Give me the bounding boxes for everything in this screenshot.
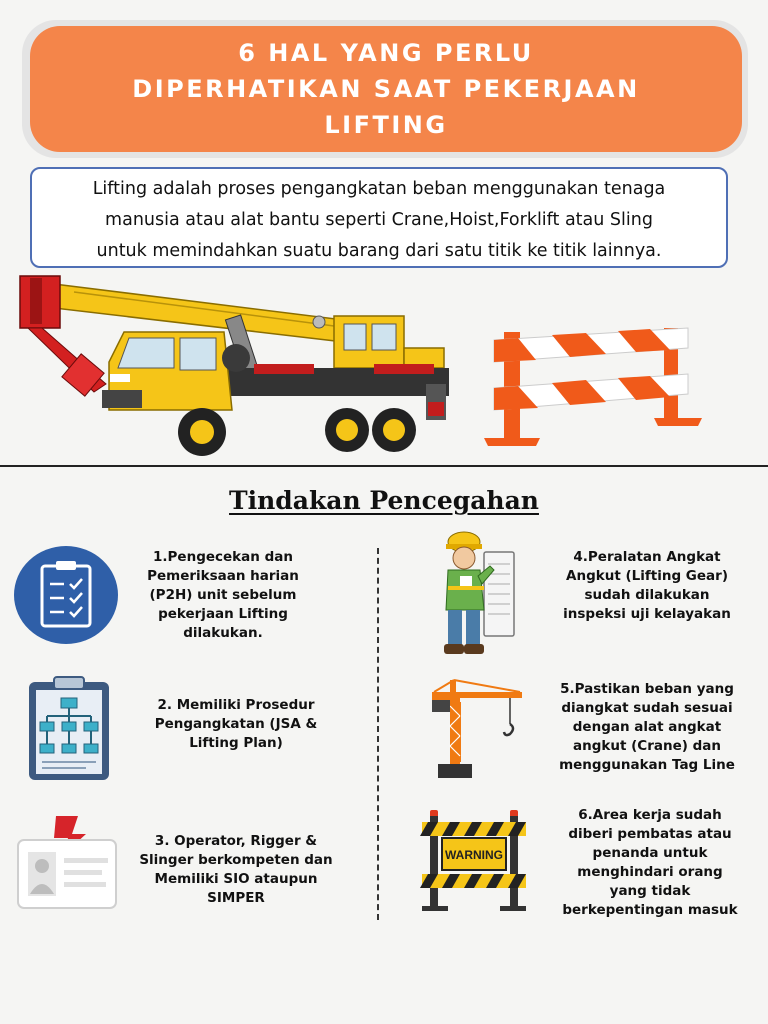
id-card-icon [16,814,118,912]
item-3-line: Slinger berkompeten dan [139,852,333,868]
header-title-line-3: LIFTING [324,111,448,139]
inspector-icon [438,530,522,660]
column-divider [377,548,379,920]
org-chart-clipboard-icon [26,674,112,782]
item-4-line: inspeksi uji kelayakan [563,606,731,622]
intro-box [30,167,728,268]
item-6-line: menghindari orang [577,864,723,880]
item-4-line: sudah dilakukan [584,587,710,603]
section-title: Tindakan Pencegahan [229,486,539,515]
item-2-text [130,696,342,753]
item-6-line: penanda untuk [592,845,708,861]
checklist-icon [12,544,120,646]
item-1-line: (P2H) unit sebelum [149,587,297,603]
item-5-line: angkut (Crane) dan [573,738,721,754]
item-6-line: yang tidak [609,883,691,899]
header-title-line-2: DIPERHATIKAN SAAT PEKERJAAN [132,75,640,103]
item-5-text [536,680,758,775]
item-4-text [536,548,758,624]
mobile-crane-icon [14,272,464,467]
warning-sign-label: WARNING [445,848,503,862]
item-3-text [116,832,356,908]
section-divider [0,465,768,467]
item-4-line: Angkut (Lifting Gear) [566,568,728,584]
item-1-text [120,548,326,643]
item-6-text [540,806,760,920]
item-6-line: berkepentingan masuk [562,902,738,918]
item-3-line: Memiliki SIO ataupun [154,871,318,887]
item-5-line: diangkat sudah sesuai [561,700,733,716]
item-1-line: pekerjaan Lifting [158,606,288,622]
item-6-line: diberi pembatas atau [568,826,732,842]
header-banner [30,26,742,152]
item-3-line: 3. Operator, Rigger & [154,833,318,849]
header-title-line-1: 6 HAL YANG PERLU [238,39,534,67]
item-4-line: 4.Peralatan Angkat [573,549,721,565]
item-2-line: 2. Memiliki Prosedur [157,697,315,713]
item-1-line: dilakukan. [183,625,263,641]
item-5-line: menggunakan Tag Line [559,757,735,773]
intro-line-3: untuk memindahkan suatu barang dari satu titik ke titik lainnya. [96,241,662,261]
item-1-line: Pemeriksaan harian [147,568,299,584]
warning-barrier-icon [418,808,530,912]
item-2-line: Pengangkatan (JSA & [154,716,318,732]
item-2-line: Lifting Plan) [189,735,283,751]
intro-line-1: Lifting adalah proses pengangkatan beban menggunakan tenaga [92,179,666,199]
road-barrier-icon [478,322,710,450]
item-6-line: 6.Area kerja sudah [578,807,722,823]
tower-crane-icon [430,676,524,780]
item-1-line: 1.Pengecekan dan [153,549,293,565]
item-3-line: SIMPER [207,890,265,906]
intro-line-2: manusia atau alat bantu seperti Crane,Hoist,Forklift atau Sling [105,210,653,230]
item-5-line: 5.Pastikan beban yang [560,681,734,697]
item-5-line: dengan alat angkat [572,719,722,735]
